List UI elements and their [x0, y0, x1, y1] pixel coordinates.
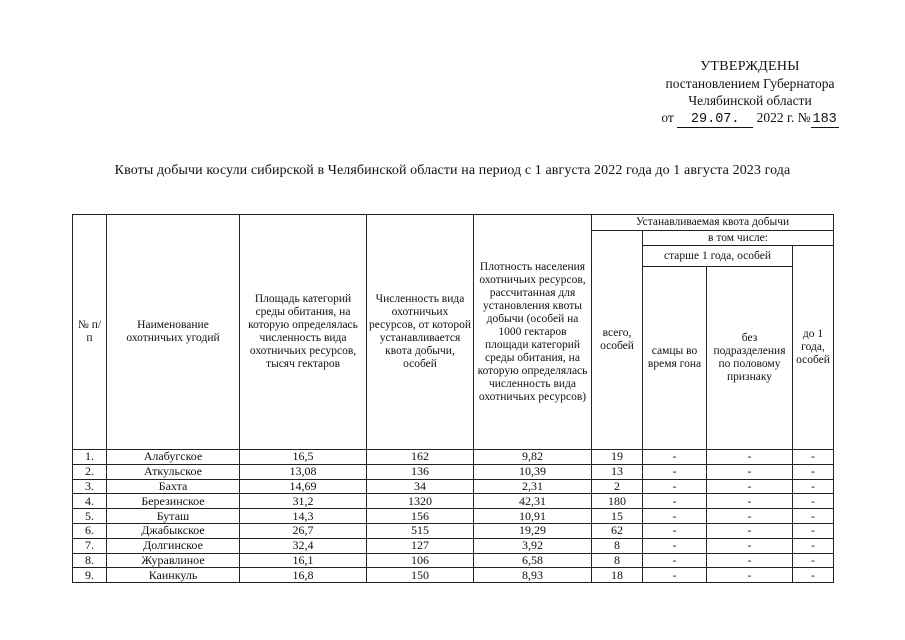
row-total: 180 — [592, 494, 643, 509]
header-total: всего, особей — [592, 231, 643, 450]
row-area: 26,7 — [240, 523, 367, 538]
row-population: 150 — [367, 568, 474, 583]
row-density: 6,58 — [474, 553, 592, 568]
row-density: 10,91 — [474, 509, 592, 524]
table-row — [73, 450, 834, 465]
approval-year-text: 2022 г. № — [756, 110, 811, 125]
row-no-sex: - — [707, 450, 793, 465]
row-area: 31,2 — [240, 494, 367, 509]
row-area: 16,8 — [240, 568, 367, 583]
row-under-1: - — [793, 553, 834, 568]
row-under-1: - — [793, 450, 834, 465]
row-num: 6. — [73, 523, 107, 538]
row-area: 13,08 — [240, 464, 367, 479]
row-num: 8. — [73, 553, 107, 568]
row-males: - — [643, 479, 707, 494]
table-row — [73, 538, 834, 553]
header-num: № п/п — [73, 215, 107, 450]
row-name: Долгинское — [107, 538, 240, 553]
header-older-than-1: старше 1 года, особей — [643, 246, 793, 267]
row-total: 2 — [592, 479, 643, 494]
row-males: - — [643, 464, 707, 479]
approval-number: 183 — [812, 112, 837, 127]
row-num: 9. — [73, 568, 107, 583]
row-under-1: - — [793, 464, 834, 479]
table-row — [73, 464, 834, 479]
row-population: 515 — [367, 523, 474, 538]
row-area: 14,69 — [240, 479, 367, 494]
row-no-sex: - — [707, 464, 793, 479]
row-num: 4. — [73, 494, 107, 509]
header-no-sex-division: без подразделения по половому признаку — [707, 267, 793, 450]
table-row — [73, 509, 834, 524]
row-under-1: - — [793, 494, 834, 509]
row-under-1: - — [793, 538, 834, 553]
header-under-1: до 1 года, особей — [793, 246, 834, 450]
row-area: 16,1 — [240, 553, 367, 568]
header-population: Численность вида охотничьих ресурсов, от которой устанавливается квота добычи, особей — [367, 215, 474, 450]
table-row — [73, 479, 834, 494]
row-density: 8,93 — [474, 568, 592, 583]
header-males-rut: самцы во время гона — [643, 267, 707, 450]
approval-block — [630, 58, 870, 128]
row-density: 2,31 — [474, 479, 592, 494]
table-row — [73, 494, 834, 509]
quota-table — [72, 214, 834, 583]
header-name: Наименование охотничьих угодий — [107, 215, 240, 450]
row-total: 13 — [592, 464, 643, 479]
row-area: 32,4 — [240, 538, 367, 553]
row-total: 62 — [592, 523, 643, 538]
approval-date-line — [630, 109, 870, 128]
row-name: Алабугское — [107, 450, 240, 465]
table-row — [73, 523, 834, 538]
row-no-sex: - — [707, 568, 793, 583]
row-name: Джабыкское — [107, 523, 240, 538]
row-males: - — [643, 538, 707, 553]
row-total: 19 — [592, 450, 643, 465]
row-under-1: - — [793, 479, 834, 494]
row-no-sex: - — [707, 523, 793, 538]
row-males: - — [643, 568, 707, 583]
row-population: 106 — [367, 553, 474, 568]
table-body — [73, 450, 834, 583]
row-population: 162 — [367, 450, 474, 465]
row-males: - — [643, 494, 707, 509]
from-label: от — [661, 110, 674, 125]
row-population: 156 — [367, 509, 474, 524]
row-density: 42,31 — [474, 494, 592, 509]
row-population: 136 — [367, 464, 474, 479]
row-name: Аткульское — [107, 464, 240, 479]
row-population: 34 — [367, 479, 474, 494]
row-name: Каинкуль — [107, 568, 240, 583]
approval-line-2: Челябинской области — [688, 93, 812, 108]
row-under-1: - — [793, 509, 834, 524]
row-num: 2. — [73, 464, 107, 479]
approval-date: 29.07. — [677, 112, 753, 128]
header-including: в том числе: — [643, 231, 834, 246]
row-name: Журавлиное — [107, 553, 240, 568]
row-num: 7. — [73, 538, 107, 553]
approval-line-1: постановлением Губернатора — [665, 76, 835, 91]
header-area: Площадь категорий среды обитания, на которую определялась численность вида охотничьих ресурсов, тысяч гектаров — [240, 215, 367, 450]
row-density: 3,92 — [474, 538, 592, 553]
row-under-1: - — [793, 568, 834, 583]
document-title: Квоты добычи косули сибирской в Челябинской области на период с 1 августа 2022 года до 1 августа 2023 года — [114, 163, 791, 178]
row-area: 14,3 — [240, 509, 367, 524]
row-name: Буташ — [107, 509, 240, 524]
row-no-sex: - — [707, 494, 793, 509]
row-num: 3. — [73, 479, 107, 494]
row-males: - — [643, 553, 707, 568]
row-density: 10,39 — [474, 464, 592, 479]
row-no-sex: - — [707, 479, 793, 494]
row-area: 16,5 — [240, 450, 367, 465]
row-num: 5. — [73, 509, 107, 524]
row-no-sex: - — [707, 553, 793, 568]
row-name: Березинское — [107, 494, 240, 509]
row-males: - — [643, 509, 707, 524]
row-no-sex: - — [707, 509, 793, 524]
row-males: - — [643, 450, 707, 465]
row-males: - — [643, 523, 707, 538]
row-population: 1320 — [367, 494, 474, 509]
header-density: Плотность населения охотничьих ресурсов, рассчитанная для установления квоты добычи (особей на 1000 гектаров площади категорий среды обитания, на которую определялась численность вида охотничьих ресурсов) — [474, 215, 592, 450]
row-total: 8 — [592, 553, 643, 568]
row-density: 19,29 — [474, 523, 592, 538]
row-population: 127 — [367, 538, 474, 553]
table-row — [73, 568, 834, 583]
approval-heading: УТВЕРЖДЕНЫ — [700, 59, 800, 74]
row-total: 18 — [592, 568, 643, 583]
row-density: 9,82 — [474, 450, 592, 465]
header-quota-group: Устанавливаемая квота добычи — [592, 215, 834, 231]
table-row — [73, 553, 834, 568]
row-num: 1. — [73, 450, 107, 465]
row-name: Бахта — [107, 479, 240, 494]
row-total: 8 — [592, 538, 643, 553]
row-no-sex: - — [707, 538, 793, 553]
row-under-1: - — [793, 523, 834, 538]
row-total: 15 — [592, 509, 643, 524]
